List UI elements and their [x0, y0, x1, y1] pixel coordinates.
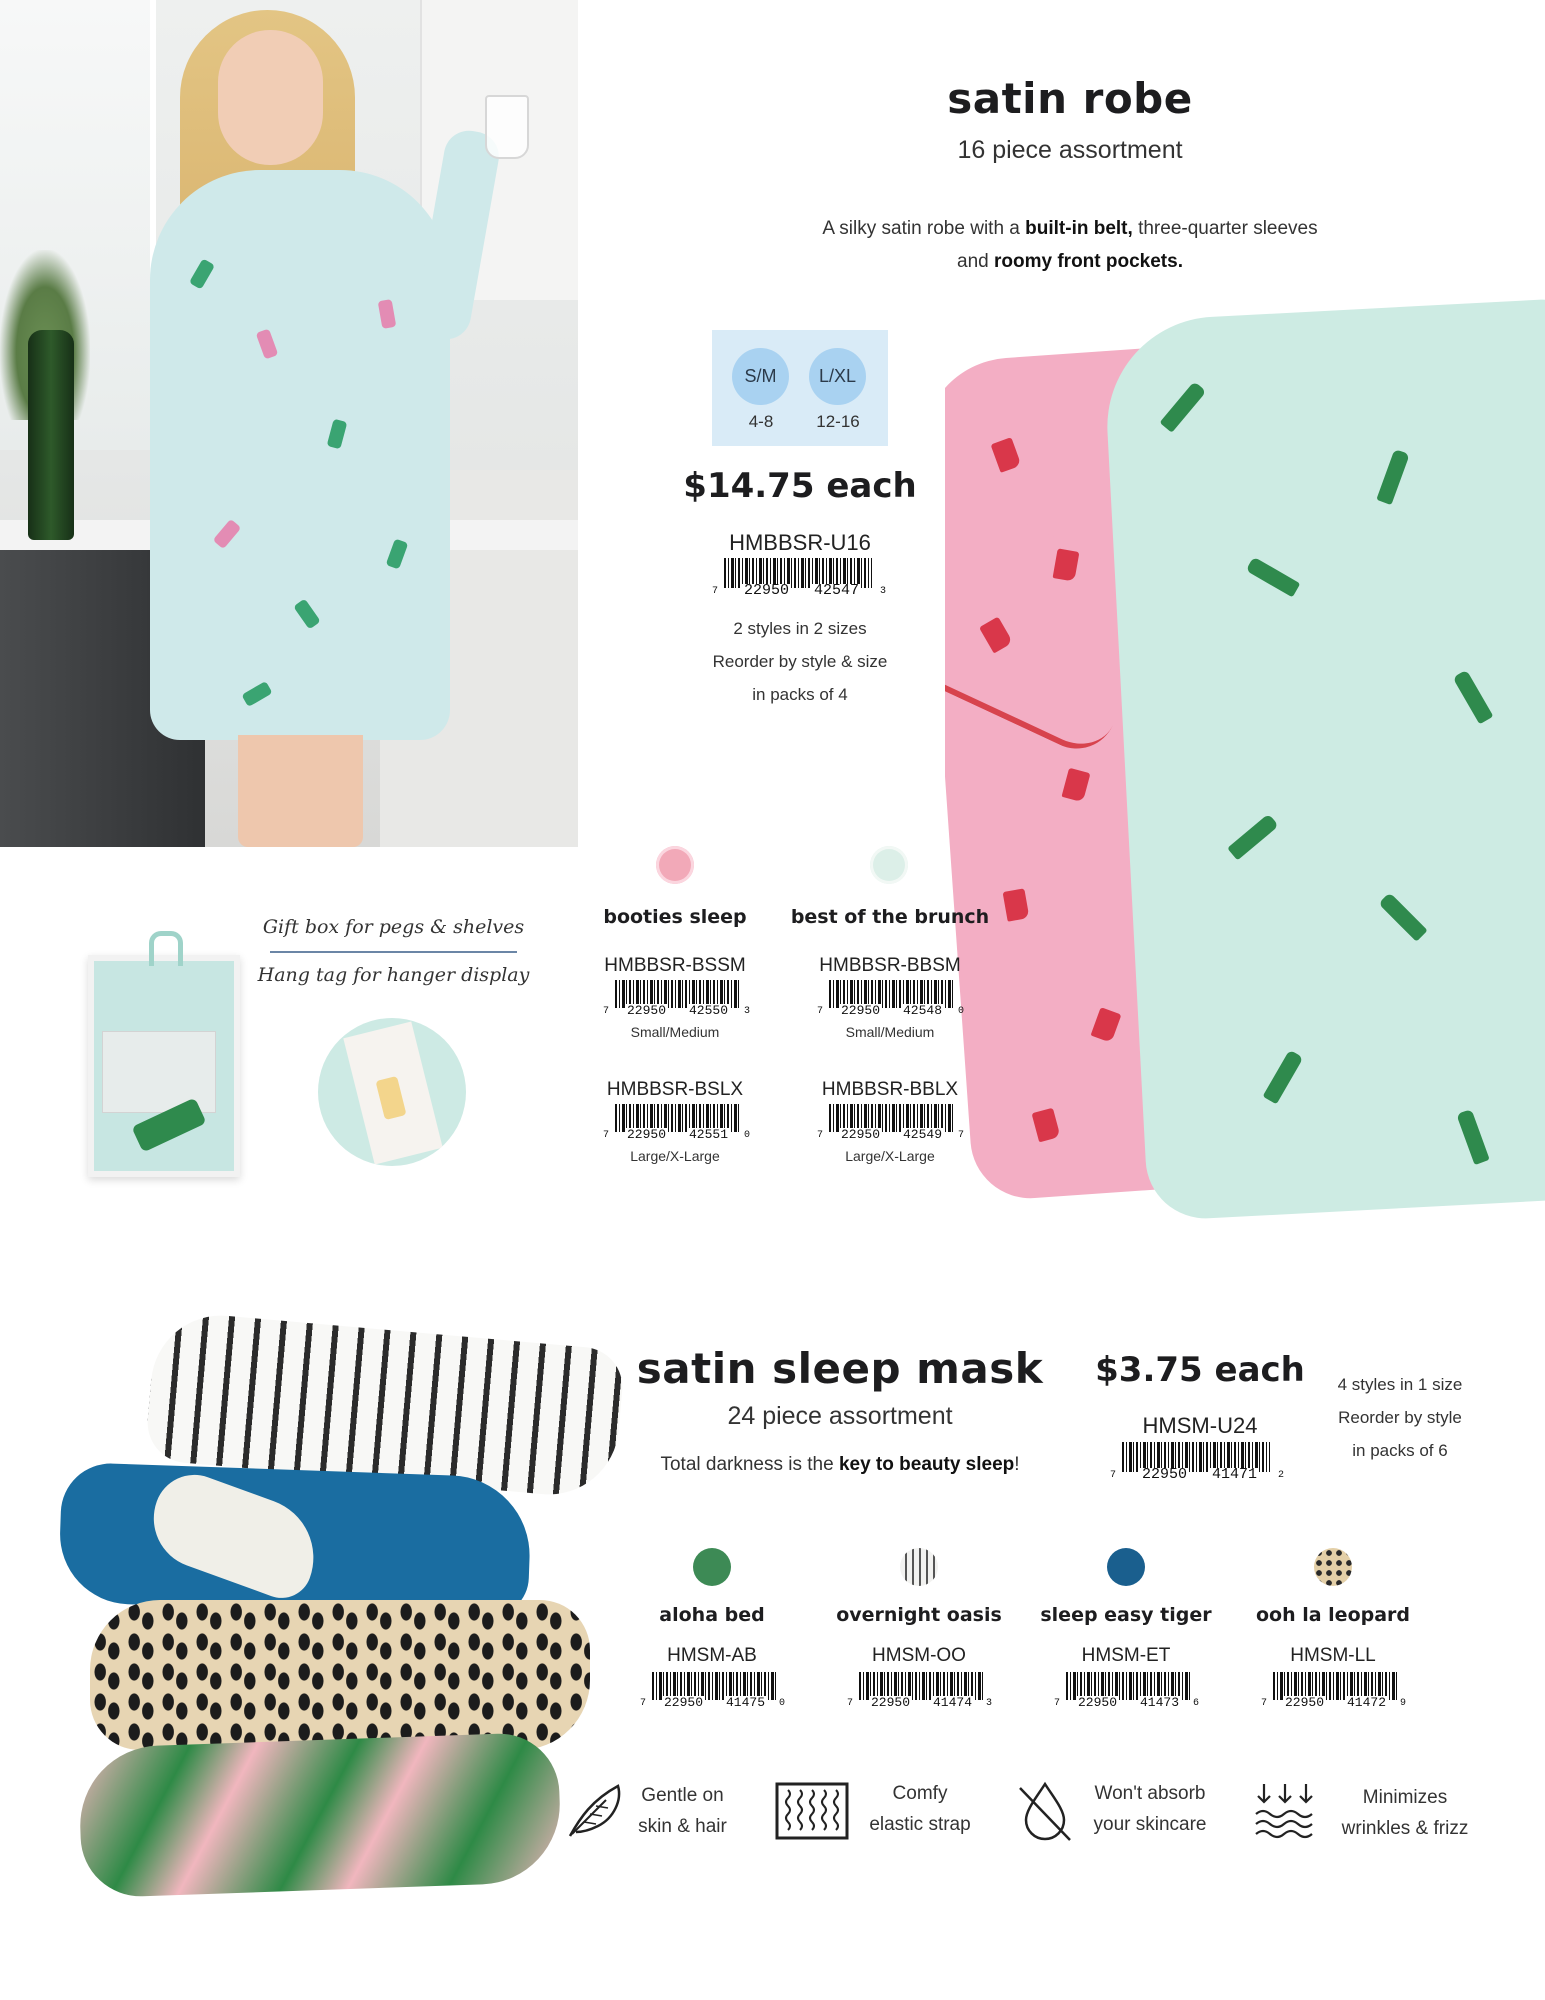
- robe-assortment-barcode: 7 22950 42547 3: [712, 558, 892, 602]
- swatch-aloha-bed: [693, 1548, 731, 1586]
- barcode-hmbbsr-bbsm: 7 22950 42548 0: [817, 980, 967, 1024]
- size-range-sm: 4-8: [748, 412, 774, 431]
- arrows-waves-icon: [1252, 1778, 1318, 1844]
- mask-price: $3.75 each: [1095, 1350, 1305, 1390]
- robe-lifestyle-photo: [0, 0, 578, 847]
- robe-subtitle: 16 piece assortment: [957, 136, 1183, 164]
- size-range-lxl: 12-16: [816, 412, 860, 431]
- size-label-small-medium: Small/Medium: [845, 1024, 935, 1040]
- size-chart: [712, 330, 888, 446]
- style-name-overnight-oasis: overnight oasis: [836, 1604, 1002, 1626]
- robe-assortment-sku: HMBBSR-U16: [729, 530, 871, 555]
- droplet-slash-icon: [1012, 1778, 1078, 1844]
- robe-order-notes: 2 styles in 2 sizes Reorder by style & size in packs of 4: [712, 619, 888, 704]
- mask-assortment-sku: HMSM-U24: [1142, 1413, 1258, 1438]
- gift-box-caption: Gift box for pegs & shelves: [262, 916, 525, 938]
- sku-hmbbsr-bslx: HMBBSR-BSLX: [606, 1079, 744, 1100]
- barcode-hmbbsr-bslx: 7 22950 42551 0: [603, 1104, 753, 1148]
- mask-title: satin sleep mask: [636, 1344, 1044, 1393]
- barcode-hmbbsr-bblx: 7 22950 42549 7: [817, 1104, 967, 1148]
- feature-no-absorb: Won't absorb your skincare: [1093, 1783, 1207, 1835]
- size-label-large-xlarge: Large/X-Large: [845, 1148, 935, 1164]
- sku-hmbbsr-bssm: HMBBSR-BSSM: [604, 955, 746, 976]
- size-label-small-medium: Small/Medium: [630, 1024, 720, 1040]
- hang-tag-caption: Hang tag for hanger display: [257, 964, 530, 986]
- robe-title: satin robe: [947, 74, 1193, 123]
- sku-hmsm-et: HMSM-ET: [1081, 1645, 1171, 1666]
- mask-description: Total darkness is the key to beauty sleep!: [660, 1454, 1020, 1475]
- swatch-ooh-la-leopard: [1314, 1548, 1352, 1586]
- gift-box-packaging-image: [88, 955, 240, 1177]
- sku-hmbbsr-bbsm: HMBBSR-BBSM: [819, 955, 961, 976]
- mask-assortment-barcode: 7 22950 41471 2: [1110, 1442, 1290, 1486]
- sleep-masks-photo: [60, 1300, 600, 1920]
- caption-divider: [270, 951, 517, 953]
- robe-price: $14.75 each: [683, 466, 917, 506]
- robe-flatlay-photo: [945, 290, 1545, 1250]
- style-name-sleep-easy-tiger: sleep easy tiger: [1040, 1604, 1212, 1626]
- sku-hmsm-oo: HMSM-OO: [872, 1645, 966, 1666]
- size-label-large-xlarge: Large/X-Large: [630, 1148, 720, 1164]
- swatch-best-of-the-brunch: [870, 846, 908, 884]
- mask-order-notes: 4 styles in 1 size Reorder by style in packs of 6: [1337, 1375, 1463, 1460]
- elastic-strap-icon: [774, 1778, 850, 1844]
- barcode-hmsm-ab: 7 22950 41475 0: [640, 1672, 790, 1716]
- robe-description: A silky satin robe with a built-in belt, three-quarter sleeves and roomy front pockets.: [822, 218, 1318, 272]
- mask-subtitle: 24 piece assortment: [727, 1402, 953, 1430]
- feature-gentle: Gentle on skin & hair: [638, 1785, 727, 1837]
- swatch-sleep-easy-tiger: [1107, 1548, 1145, 1586]
- feather-icon: [562, 1778, 628, 1844]
- sku-hmbbsr-bblx: HMBBSR-BBLX: [821, 1079, 959, 1100]
- barcode-hmsm-oo: 7 22950 41474 3: [847, 1672, 997, 1716]
- style-name-ooh-la-leopard: ooh la leopard: [1255, 1604, 1411, 1626]
- feature-elastic: Comfy elastic strap: [869, 1783, 971, 1835]
- barcode-hmsm-et: 7 22950 41473 6: [1054, 1672, 1204, 1716]
- style-name-aloha-bed: aloha bed: [659, 1604, 765, 1626]
- sku-hmsm-ll: HMSM-LL: [1290, 1645, 1376, 1666]
- barcode-hmsm-ll: 7 22950 41472 9: [1261, 1672, 1411, 1716]
- hang-tag-image: [318, 1018, 466, 1166]
- swatch-bootie-sleep: [656, 846, 694, 884]
- barcode-hmbbsr-bssm: 7 22950 42550 3: [603, 980, 753, 1024]
- style-name-bootie-sleep: booties sleep: [603, 906, 747, 928]
- feature-minimizes-frizz: Minimizes wrinkles & frizz: [1341, 1787, 1469, 1839]
- swatch-overnight-oasis: [900, 1548, 938, 1586]
- sku-hmsm-ab: HMSM-AB: [667, 1645, 757, 1666]
- style-name-best-of-the-brunch: best of the brunch: [790, 906, 990, 928]
- size-badge-sm: S/M: [732, 348, 789, 405]
- size-badge-lxl: L/XL: [809, 348, 866, 405]
